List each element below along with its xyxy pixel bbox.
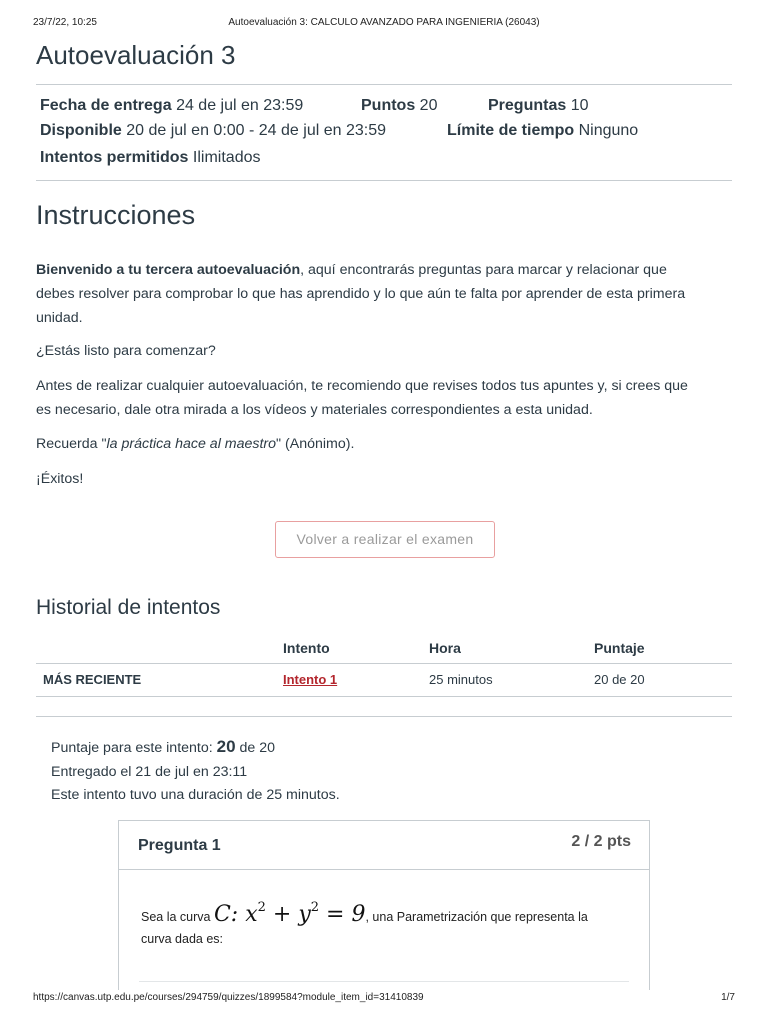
eq-exponent-2: 2 (310, 900, 320, 915)
meta-time-limit (447, 122, 638, 140)
quote-pre: Recuerda " (36, 436, 107, 452)
eq-part-3: = 9 (319, 902, 366, 927)
attempt-link[interactable]: Intento 1 (283, 672, 338, 687)
welcome-line-2: debes resolver para comprobar lo que has aprendido y lo que aún te falta por aprender de esta primera (36, 286, 686, 302)
table-divider (36, 696, 732, 697)
advice-line-1: Antes de realizar cualquier autoevaluación, te recomiendo que revises todos tus apuntes y, si crees que (36, 378, 688, 394)
instructions-paragraph-5: ¡Éxitos! (36, 471, 84, 487)
meta-attempts (40, 149, 260, 167)
retake-quiz-button[interactable]: Volver a realizar el examen (275, 521, 495, 558)
points-label: Puntos (361, 97, 416, 114)
instructions-paragraph-4 (36, 432, 736, 456)
available-label: Disponible (40, 122, 122, 139)
table-row (283, 672, 337, 687)
curve-equation (214, 902, 366, 927)
print-url: https://canvas.utp.edu.pe/courses/294759/quizzes/1899584?module_item_id=31410839 (33, 992, 424, 1003)
attempts-value: Ilimitados (192, 149, 261, 166)
table-divider (36, 663, 732, 664)
row-label: MÁS RECIENTE (43, 672, 142, 687)
quote-text: la práctica hace al maestro (106, 436, 277, 452)
score-suffix: de 20 (239, 740, 276, 756)
attempt-duration: Este intento tuvo una duración de 25 minutos. (51, 787, 340, 803)
question-text-post: , una Parametrización que representa la (365, 910, 588, 924)
question-card (118, 820, 650, 990)
print-page-number: 1/7 (721, 992, 735, 1003)
welcome-rest: , aquí encontrarás preguntas para marcar y relacionar que (300, 262, 667, 278)
row-score: 20 de 20 (594, 672, 645, 687)
question-text-line-2: curva dada es: (141, 932, 223, 946)
attempt-submitted: Entregado el 21 de jul en 23:11 (51, 764, 248, 780)
question-text (141, 897, 631, 950)
question-text-pre: Sea la curva (141, 910, 211, 924)
questions-label: Preguntas (488, 97, 567, 114)
row-time: 25 minutos (429, 672, 493, 687)
instructions-paragraph-1 (36, 258, 736, 330)
answer-divider (139, 981, 629, 982)
eq-exponent-1: 2 (257, 900, 266, 915)
history-heading: Historial de intentos (36, 596, 221, 619)
print-doc-title: Autoevaluación 3: CALCULO AVANZADO PARA INGENIERIA (26043) (228, 17, 540, 28)
page-title: Autoevaluación 3 (36, 40, 236, 70)
divider (36, 180, 732, 181)
due-label: Fecha de entrega (40, 97, 172, 114)
eq-part-2: + y (265, 902, 311, 927)
col-header-score: Puntaje (594, 640, 645, 656)
score-prefix: Puntaje para este intento: (51, 740, 213, 756)
divider (36, 84, 732, 85)
instructions-heading: Instrucciones (36, 200, 196, 230)
question-name: Pregunta 1 (138, 837, 221, 854)
meta-questions (488, 97, 589, 115)
advice-line-2: es necesario, dale otra mirada a los vídeos y materiales correspondientes a esta unidad. (36, 402, 593, 418)
print-date: 23/7/22, 10:25 (33, 17, 97, 28)
meta-due (40, 97, 303, 115)
time-limit-label: Límite de tiempo (447, 122, 575, 139)
attempts-label: Intentos permitidos (40, 149, 189, 166)
points-value: 20 (419, 97, 438, 114)
instructions-paragraph-3 (36, 374, 736, 422)
score-value: 20 (216, 737, 236, 756)
attempt-score (51, 737, 275, 757)
due-value: 24 de jul en 23:59 (176, 97, 304, 114)
question-header (119, 821, 649, 870)
col-header-attempt: Intento (283, 640, 330, 656)
instructions-paragraph-2: ¿Estás listo para comenzar? (36, 343, 216, 359)
meta-available (40, 122, 386, 140)
divider (36, 716, 732, 717)
col-header-time: Hora (429, 640, 461, 656)
available-value: 20 de jul en 0:00 - 24 de jul en 23:59 (126, 122, 386, 139)
question-points: 2 / 2 pts (571, 833, 631, 850)
time-limit-value: Ninguno (578, 122, 639, 139)
eq-part-1: C: x (213, 902, 258, 927)
welcome-text: Bienvenido a tu tercera autoevaluación (36, 262, 301, 278)
welcome-line-3: unidad. (36, 310, 83, 326)
print-header (33, 17, 735, 31)
quote-post: " (Anónimo). (276, 436, 355, 452)
meta-points (361, 97, 437, 115)
questions-value: 10 (570, 97, 589, 114)
